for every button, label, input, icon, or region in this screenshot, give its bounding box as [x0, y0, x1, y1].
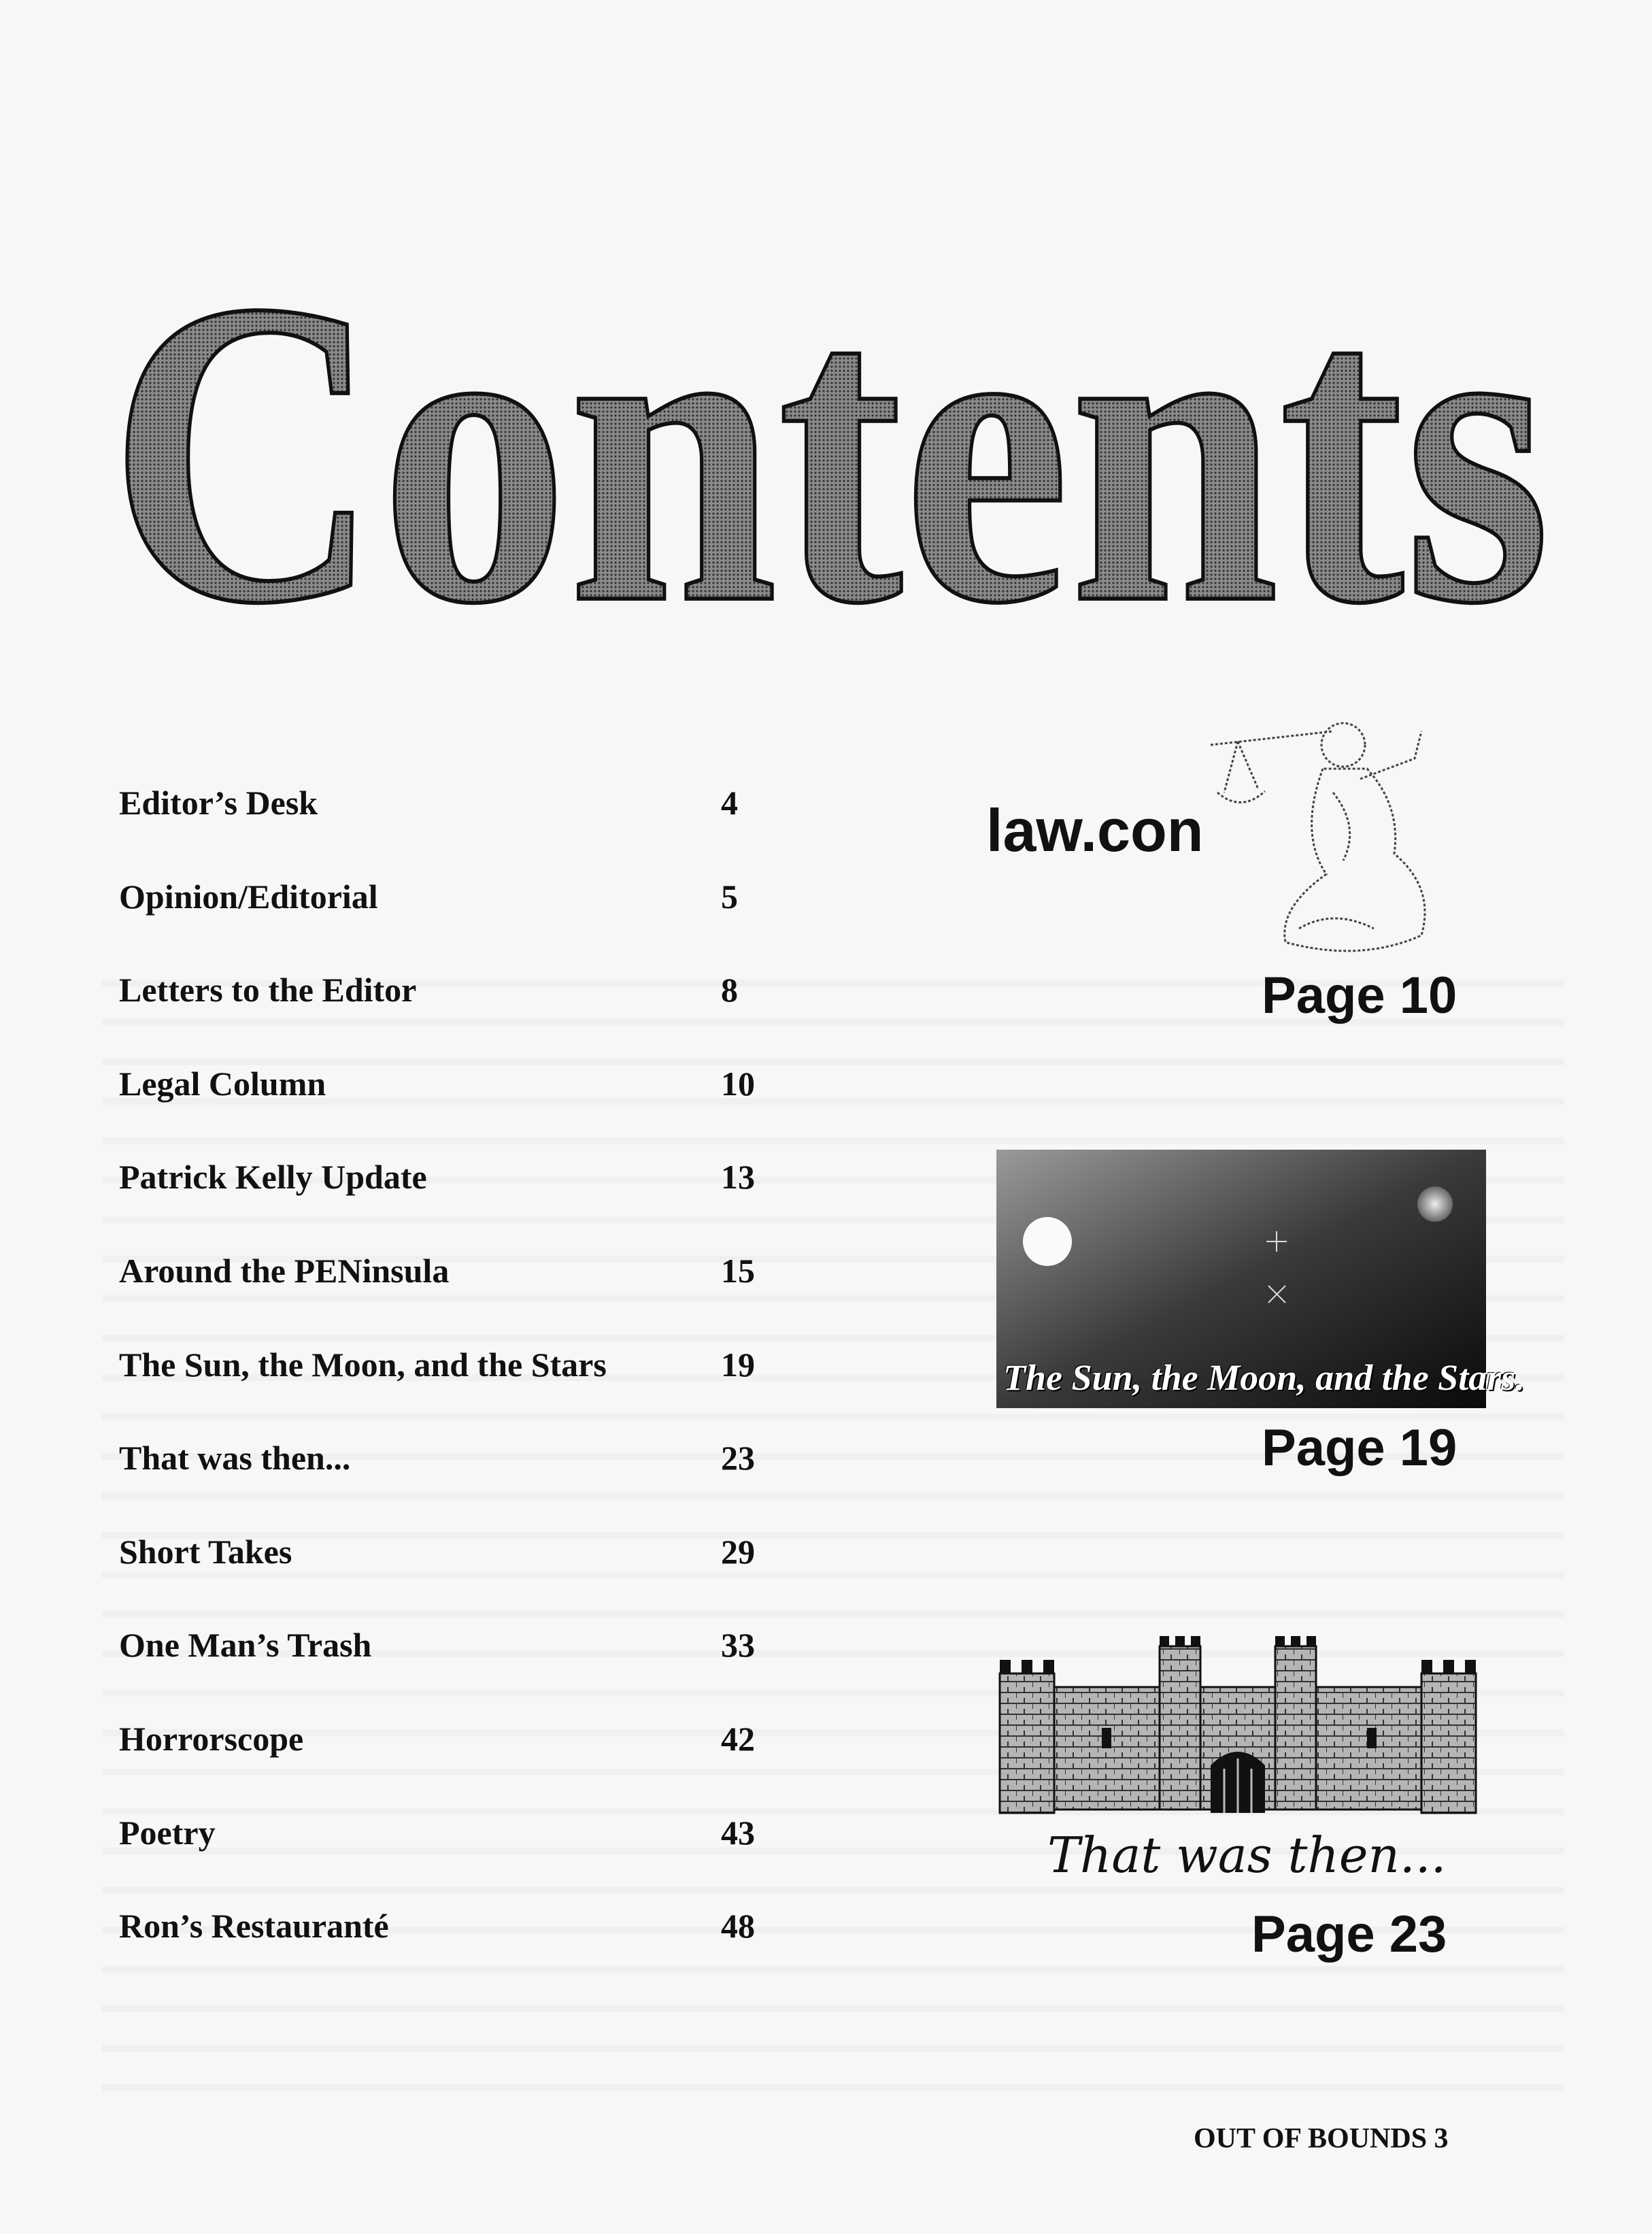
page-title-text: Contents: [109, 212, 1551, 693]
table-of-contents: [119, 776, 833, 1993]
toc-entry-page: 13: [721, 1158, 755, 1197]
toc-entry-label: Editor’s Desk: [119, 784, 318, 822]
feature-castle-caption: That was then...: [1047, 1827, 1447, 1884]
toc-entry: [119, 1150, 833, 1244]
toc-entry: [119, 1712, 833, 1805]
toc-entry-label: Horrorscope: [119, 1719, 304, 1758]
toc-entry: [119, 1337, 833, 1431]
toc-entry-page: 48: [721, 1907, 755, 1946]
toc-entry: [119, 1431, 833, 1524]
toc-entry-label: Opinion/Editorial: [119, 877, 378, 916]
toc-entry-page: 8: [721, 971, 738, 1010]
toc-entry-label: That was then...: [119, 1439, 351, 1478]
toc-entry-label: Short Takes: [119, 1532, 292, 1571]
toc-entry-page: 33: [721, 1626, 755, 1665]
feature-law-page: Page 10: [1262, 967, 1457, 1024]
toc-entry-label: Poetry: [119, 1813, 216, 1852]
toc-entry-label: Legal Column: [119, 1064, 326, 1103]
toc-entry-page: 5: [721, 877, 738, 916]
toc-entry: [119, 963, 833, 1056]
page-footer: OUT OF BOUNDS 3: [1194, 2123, 1449, 2154]
toc-entry-label: Around the PENinsula: [119, 1251, 450, 1290]
toc-entry-label: Letters to the Editor: [119, 971, 417, 1010]
toc-entry: [119, 1618, 833, 1712]
toc-entry: [119, 776, 833, 869]
lady-justice-icon: [1197, 704, 1462, 963]
toc-entry: [119, 1899, 833, 1993]
toc-entry-label: Patrick Kelly Update: [119, 1158, 427, 1197]
feature-law-title: law.con: [986, 797, 1204, 864]
toc-entry-page: 15: [721, 1251, 755, 1290]
feature-castle-page: Page 23: [1251, 1905, 1447, 1963]
toc-entry: [119, 869, 833, 963]
toc-entry: [119, 1244, 833, 1337]
toc-entry-label: The Sun, the Moon, and the Stars: [119, 1345, 607, 1384]
toc-entry-page: 10: [721, 1064, 755, 1103]
toc-entry: [119, 1805, 833, 1899]
toc-entry-page: 43: [721, 1813, 755, 1852]
toc-entry: [119, 1056, 833, 1150]
toc-entry: [119, 1524, 833, 1618]
toc-entry-label: One Man’s Trash: [119, 1626, 372, 1665]
toc-entry-page: 4: [721, 784, 738, 822]
toc-entry-page: 19: [721, 1345, 755, 1384]
feature-sky-caption: The Sun, the Moon, and the Stars.: [1003, 1357, 1525, 1398]
toc-entry-page: 29: [721, 1532, 755, 1571]
toc-entry-label: Ron’s Restauranté: [119, 1907, 389, 1946]
page-title: [95, 136, 1564, 693]
toc-entry-page: 23: [721, 1439, 755, 1478]
castle-icon: [1000, 1633, 1476, 1816]
toc-entry-page: 42: [721, 1719, 755, 1758]
feature-sky-page: Page 19: [1262, 1419, 1457, 1477]
